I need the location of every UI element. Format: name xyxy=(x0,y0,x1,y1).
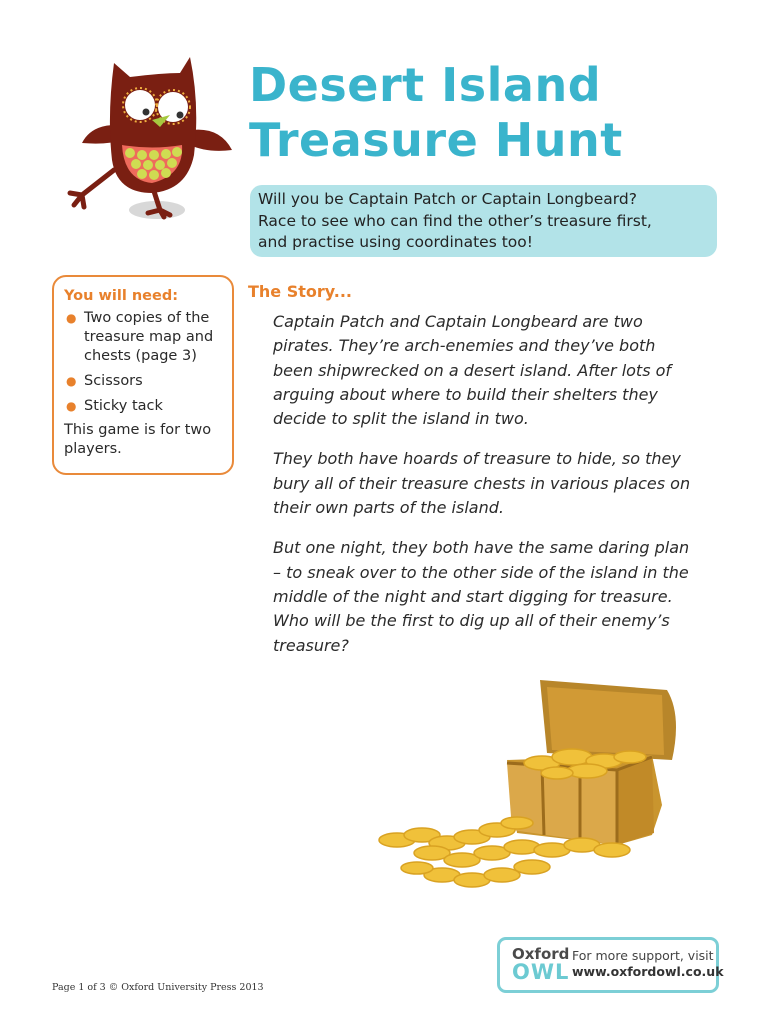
intro-line: Will you be Captain Patch or Captain Longbeard? xyxy=(258,190,637,208)
materials-item xyxy=(64,397,224,416)
story-paragraph: But one night, they both have the same daring plan – to sneak over to the other side of the island in the middle of the night and start digging for treasure. Who will be the first to dig up all of their enemy’s treasure? xyxy=(273,538,690,655)
page-footer: Page 1 of 3 © Oxford University Press 2013 xyxy=(52,982,264,993)
owl-mascot-icon xyxy=(52,45,232,225)
oxford-owl-logo-box xyxy=(497,937,724,993)
bullet-icon: ● xyxy=(66,374,77,388)
intro-line: Race to see who can find the other’s treasure first, xyxy=(258,211,652,230)
logo-brand-bottom: OWL xyxy=(512,960,570,984)
materials-box xyxy=(52,275,234,475)
materials-item xyxy=(64,309,224,366)
materials-item-text: Scissors xyxy=(84,373,143,389)
support-url-link[interactable]: www.oxfordowl.co.uk xyxy=(572,964,724,979)
materials-item-text: Two copies of the treasure map and chests (page 3) xyxy=(84,310,214,364)
title-line-2: Treasure Hunt xyxy=(249,113,623,167)
story-paragraph: Captain Patch and Captain Longbeard are two pirates. They’re arch-enemies and they’ve both been shipwrecked on a desert island. After lots of arguing about where to build their shelters they decide to split the island in two. xyxy=(273,312,672,429)
story-heading: The Story... xyxy=(248,282,352,301)
bullet-icon: ● xyxy=(66,311,77,325)
intro-callout xyxy=(250,185,717,257)
treasure-chest-icon xyxy=(372,675,692,895)
support-text: For more support, visit xyxy=(572,948,714,963)
page-title xyxy=(249,58,623,168)
materials-item-text: Sticky tack xyxy=(84,398,163,414)
players-note: This game is for two players. xyxy=(64,422,212,457)
materials-item xyxy=(64,372,224,391)
intro-line: and practise using coordinates too! xyxy=(258,233,533,251)
bullet-icon: ● xyxy=(66,399,77,413)
materials-title: You will need: xyxy=(64,288,179,304)
title-line-1: Desert Island xyxy=(249,58,602,112)
story-paragraph: They both have hoards of treasure to hide, so they bury all of their treasure chests in various places on their own parts of the island. xyxy=(273,449,691,518)
logo-brand-top: Oxford xyxy=(512,945,570,963)
materials-list xyxy=(64,309,224,416)
story-body xyxy=(273,310,693,674)
